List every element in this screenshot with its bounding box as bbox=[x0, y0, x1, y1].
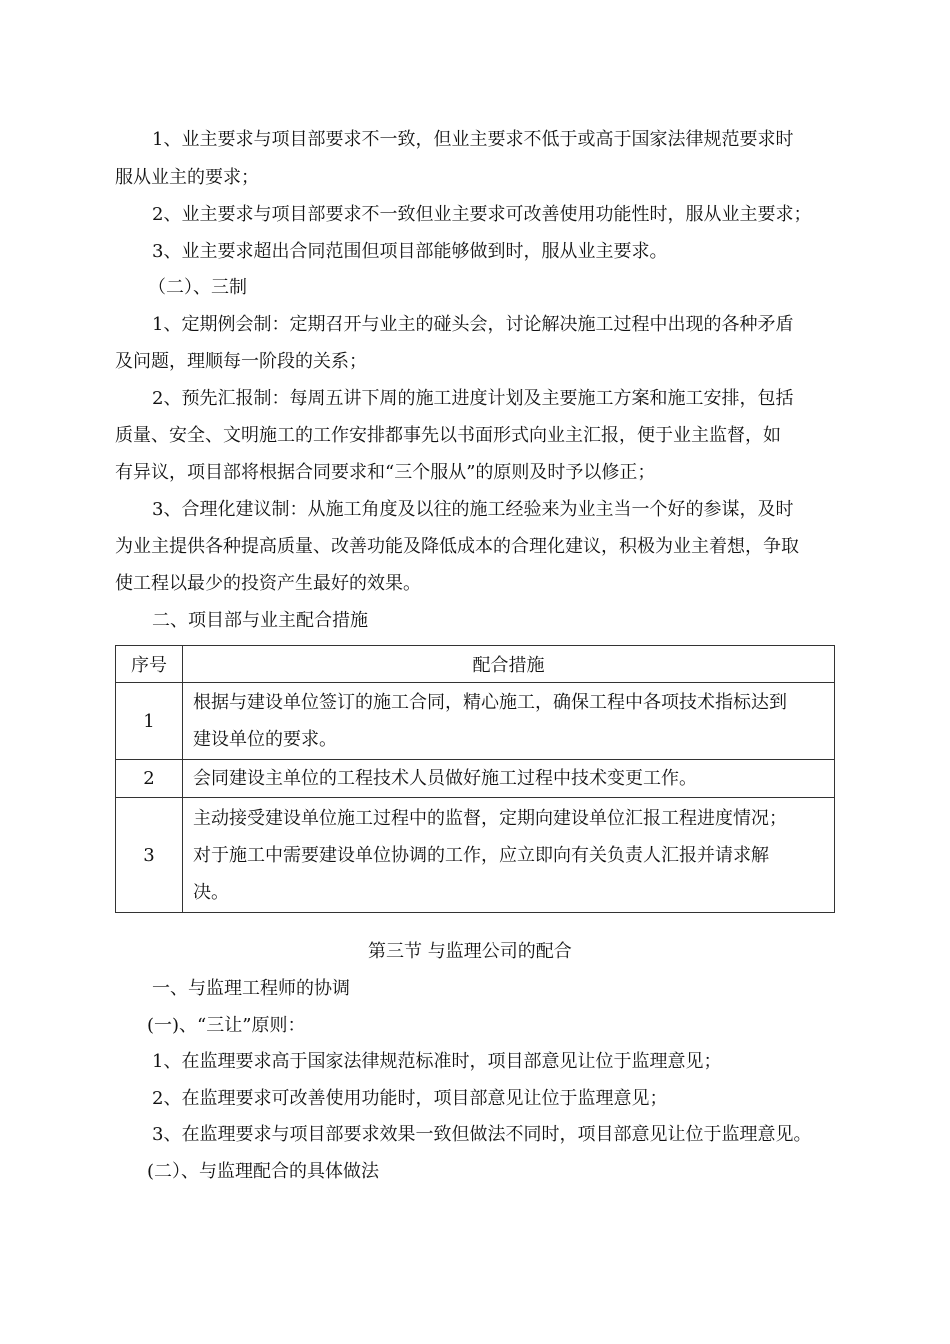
table-cell-line: 根据与建设单位签订的施工合同，精心施工，确保工程中各项技术指标达到 bbox=[193, 692, 787, 713]
table-cell-line: 决。 bbox=[193, 881, 229, 903]
table-row bbox=[116, 760, 835, 798]
section-item-3: 3、在监理要求与项目部要求效果一致但做法不同时，项目部意见让位于监理意见。 bbox=[152, 1124, 812, 1145]
table-cell-line: 对于施工中需要建设单位协调的工作，应立即向有关负责人汇报并请求解 bbox=[193, 844, 769, 866]
table-cell-line: 主动接受建设单位施工过程中的监督，定期向建设单位汇报工程进度情况； bbox=[193, 807, 787, 829]
table-row bbox=[116, 798, 835, 913]
section-item-1: 1、在监理要求高于国家法律规范标准时，项目部意见让位于监理意见； bbox=[152, 1051, 722, 1072]
table-header-no: 序号 bbox=[116, 646, 183, 683]
heading-measures: 二、项目部与业主配合措施 bbox=[152, 610, 368, 631]
section-heading-1: 一、与监理工程师的协调 bbox=[152, 978, 350, 999]
paragraph-1-line-2: 服从业主的要求； bbox=[115, 167, 259, 188]
table-cell-no: 2 bbox=[116, 760, 183, 798]
table-header-measures: 配合措施 bbox=[183, 646, 835, 683]
table-cell-measure bbox=[183, 760, 835, 798]
paragraph-6-line-2: 为业主提供各种提高质量、改善功能及降低成本的合理化建议，积极为业主着想，争取 bbox=[115, 536, 799, 557]
paragraph-2: 2、业主要求与项目部要求不一致但业主要求可改善使用功能性时，服从业主要求； bbox=[152, 204, 812, 225]
heading-sanzhi: （二）、三制 bbox=[148, 277, 247, 298]
paragraph-6-line-3: 使工程以最少的投资产生最好的效果。 bbox=[115, 573, 421, 594]
section-heading-2: (一)、“三让”原则： bbox=[147, 1015, 306, 1036]
table-cell-line: 会同建设主单位的工程技术人员做好施工过程中技术变更工作。 bbox=[193, 768, 697, 789]
table-cell-line: 建设单位的要求。 bbox=[193, 729, 337, 750]
section-item-2: 2、在监理要求可改善使用功能时，项目部意见让位于监理意见； bbox=[152, 1088, 668, 1109]
paragraph-5-line-3: 有异议，项目部将根据合同要求和“三个服从”的原则及时予以修正； bbox=[115, 462, 656, 483]
table-cell-measure bbox=[183, 683, 835, 760]
table-cell-measure bbox=[183, 798, 835, 913]
table-row bbox=[116, 683, 835, 760]
paragraph-5-line-2: 质量、安全、文明施工的工作安排都事先以书面形式向业主汇报，便于业主监督，如 bbox=[115, 425, 781, 446]
paragraph-4-line-2: 及问题，理顺每一阶段的关系； bbox=[115, 351, 367, 372]
table-header-row bbox=[116, 646, 835, 683]
table-cell-no: 3 bbox=[116, 798, 183, 913]
paragraph-1-line-1: 1、业主要求与项目部要求不一致，但业主要求不低于或高于国家法律规范要求时 bbox=[152, 129, 794, 150]
table-cell-no: 1 bbox=[116, 683, 183, 760]
paragraph-4-line-1: 1、定期例会制：定期召开与业主的碰头会，讨论解决施工过程中出现的各种矛盾 bbox=[152, 314, 794, 335]
measures-table bbox=[115, 645, 835, 913]
paragraph-3: 3、业主要求超出合同范围但项目部能够做到时，服从业主要求。 bbox=[152, 241, 668, 262]
paragraph-6-line-1: 3、合理化建议制：从施工角度及以往的施工经验来为业主当一个好的参谋，及时 bbox=[152, 499, 794, 520]
paragraph-5-line-1: 2、预先汇报制：每周五讲下周的施工进度计划及主要施工方案和施工安排，包括 bbox=[152, 388, 794, 409]
section-title: 第三节 与监理公司的配合 bbox=[368, 941, 572, 962]
section-heading-3: (二）、与监理配合的具体做法 bbox=[147, 1161, 380, 1182]
